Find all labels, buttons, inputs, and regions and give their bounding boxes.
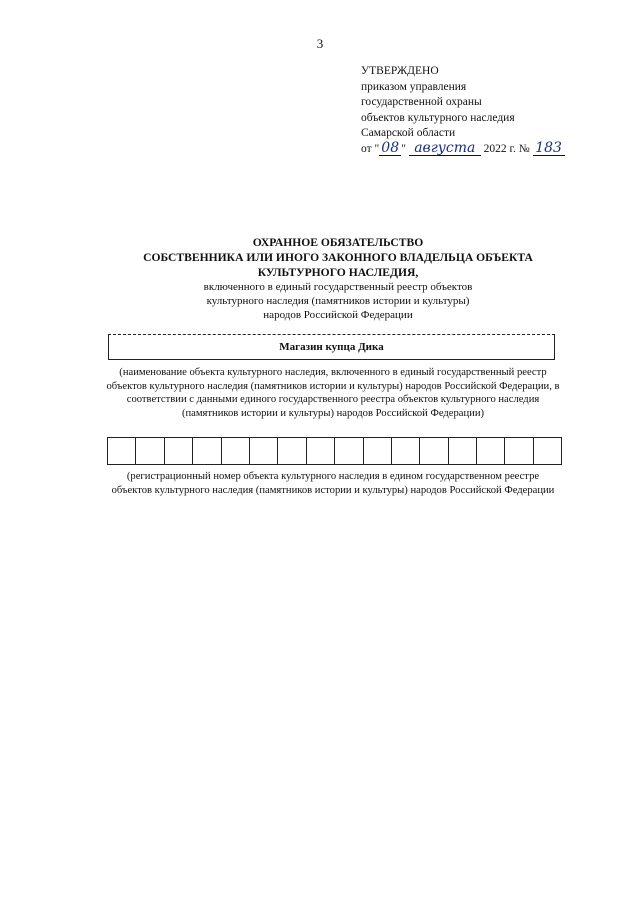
registration-cell (193, 437, 221, 465)
handwritten-month: августа (409, 142, 481, 156)
document-title (0, 235, 640, 322)
registration-cell (307, 437, 335, 465)
registration-number-cells (107, 437, 562, 465)
registration-cell (534, 437, 562, 465)
title-bold-line: КУЛЬТУРНОГО НАСЛЕДИЯ, (257, 266, 419, 279)
title-bold-line: СОБСТВЕННИКА ИЛИ ИНОГО ЗАКОННОГО ВЛАДЕЛЬЦА ОБЪЕКТА (143, 251, 533, 264)
date-prefix: от " (361, 142, 380, 155)
title-sub-line: культурного наследия (памятников истории и культуры) (206, 295, 470, 307)
registration-cell (392, 437, 420, 465)
registration-cell (505, 437, 533, 465)
title-sub-line: народов Российской Федерации (263, 309, 413, 321)
approval-stamp (361, 64, 601, 157)
registration-cell (477, 437, 505, 465)
approval-date-line (361, 139, 601, 158)
page-number: 3 (316, 36, 324, 51)
registration-cell (250, 437, 278, 465)
title-sub-line: включенного в единый государственный реестр объектов (203, 281, 473, 293)
approval-line: УТВЕРЖДЕНО (361, 65, 439, 77)
handwritten-day: 08 (379, 142, 401, 156)
registration-cell (136, 437, 164, 465)
object-name-caption: (наименование объекта культурного наследия, включенного в единый государственный реестр объектов культурного наследия (памятников истории и культуры) народов Российской Федерации, в соответствии с данными единого государственного реестра объектов культурного наследия (памятников истории и культуры) народов Российской Федерации) (106, 367, 560, 419)
approval-line: объектов культурного наследия (361, 111, 515, 124)
approval-line: Самарской области (361, 127, 456, 139)
registration-cell (108, 437, 136, 465)
date-quote-close: " (401, 142, 406, 155)
approval-line: государственной охраны (361, 96, 482, 108)
registration-cell (364, 437, 392, 465)
registration-cell (165, 437, 193, 465)
year-and-number-label: 2022 г. № (483, 142, 530, 155)
registration-cell (278, 437, 306, 465)
approval-line: приказом управления (361, 80, 467, 93)
title-bold-line: ОХРАННОЕ ОБЯЗАТЕЛЬСТВО (252, 236, 424, 249)
registration-cell (449, 437, 477, 465)
object-name-box: Магазин купца Дика (108, 334, 555, 360)
registration-cell (335, 437, 363, 465)
registration-cell (222, 437, 250, 465)
registration-number-caption: (регистрационный номер объекта культурного наследия в едином государственном реестре объектов культурного наследия (памятников истории и культуры) народов Российской Федерации (111, 471, 555, 496)
handwritten-order-number: 183 (533, 142, 565, 156)
registration-cell (420, 437, 448, 465)
